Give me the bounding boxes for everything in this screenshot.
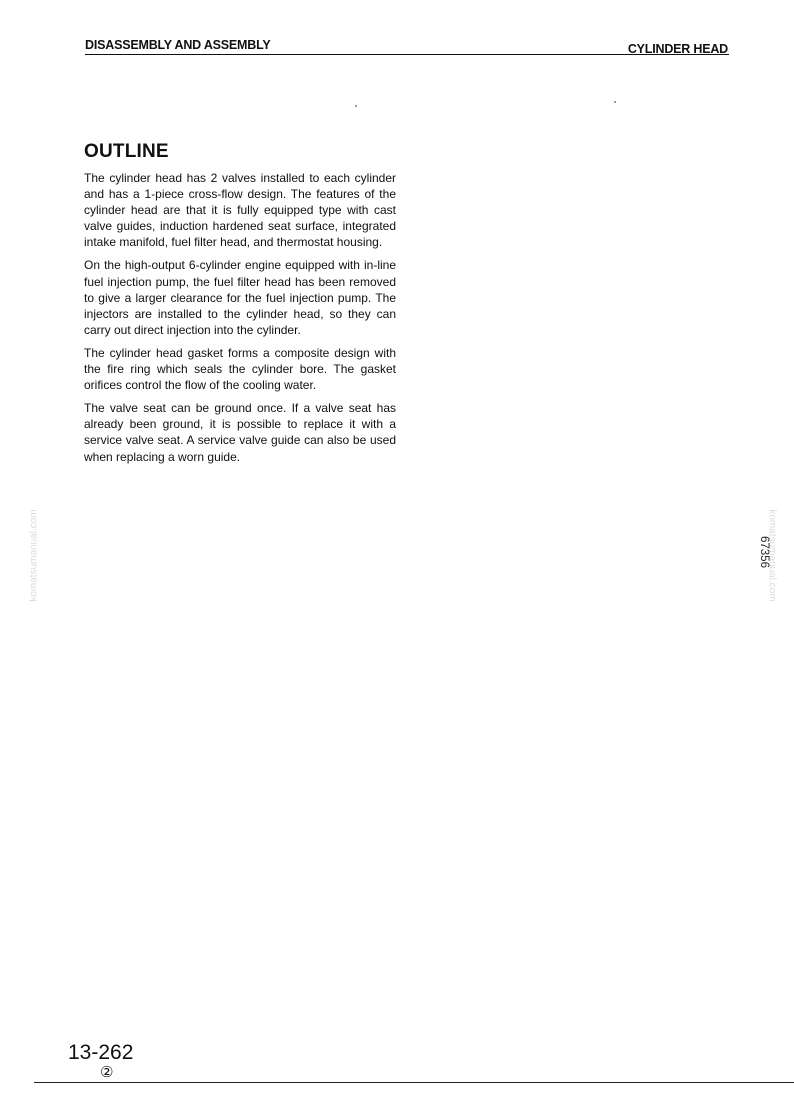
outline-paragraph-2: On the high-output 6-cylinder engine equipped with in-line fuel injection pump, the fuel filter head has been removed to give a larger clearance for the fuel injection pump. The injectors are installed to the cylinder head, so they can carry out direct injection into the cylinder. bbox=[84, 258, 396, 337]
scan-speck bbox=[614, 101, 616, 103]
header-divider bbox=[85, 54, 729, 55]
watermark-left: komatsumanual.com bbox=[28, 509, 40, 602]
header-section-title: DISASSEMBLY AND ASSEMBLY bbox=[85, 38, 271, 52]
watermark-right: komatsumanual.com bbox=[766, 509, 778, 602]
footer-divider bbox=[34, 1082, 794, 1083]
revision-mark: ② bbox=[100, 1064, 114, 1081]
scan-speck bbox=[355, 105, 357, 107]
page-number: 13-262 bbox=[68, 1041, 134, 1064]
header-topic-title: CYLINDER HEAD bbox=[627, 42, 728, 56]
outline-paragraph-4: The valve seat can be ground once. If a valve seat has already been ground, it is possible to replace it with a service valve seat. A service valve guide can also be used when replacing a worn guide. bbox=[84, 401, 396, 464]
figure-code: 67356 bbox=[758, 536, 770, 568]
outline-body bbox=[84, 170, 396, 472]
section-heading: OUTLINE bbox=[84, 141, 169, 162]
outline-paragraph-1: The cylinder head has 2 valves installed to each cylinder and has a 1-piece cross-flow design. The features of the cylinder head are that it is fully equipped type with cast valve guides, induction hardened seat surface, integrated intake manifold, fuel filter head, and thermostat housing. bbox=[84, 171, 396, 250]
outline-paragraph-3: The cylinder head gasket forms a composite design with the fire ring which seals the cylinder bore. The gasket orifices control the flow of the cooling water. bbox=[84, 345, 396, 393]
